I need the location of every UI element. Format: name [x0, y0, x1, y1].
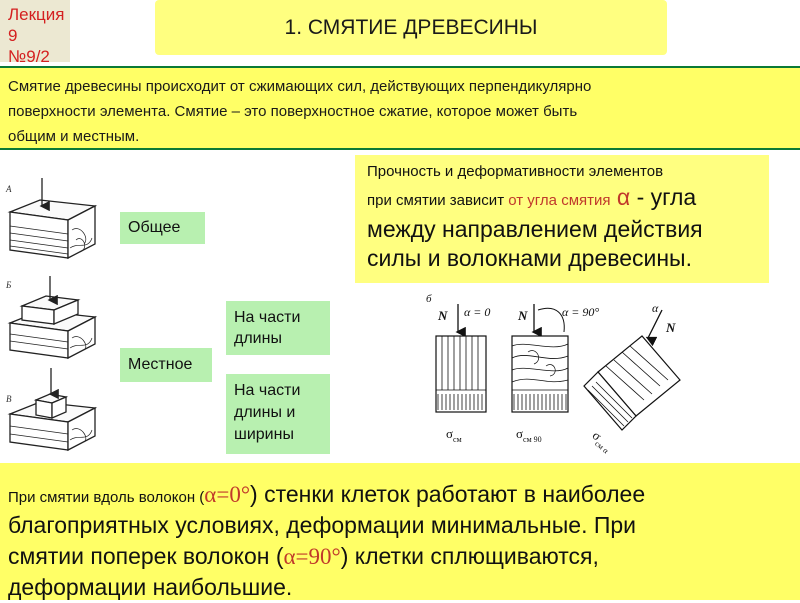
specimen-2 — [512, 336, 568, 412]
sigma-2 — [516, 426, 542, 444]
conclusion-part-1: При смятии вдоль волокон ( — [8, 489, 205, 506]
force-label-2: N — [518, 308, 528, 323]
conclusion-alpha-90: α=90° — [283, 544, 341, 569]
sigma-2-symbol: σ — [516, 426, 524, 441]
sigma-3-symbol: σ — [589, 427, 605, 444]
block-local-length — [10, 296, 95, 358]
strength-line-2-start: при смятии зависит — [367, 192, 509, 209]
sigma-1 — [446, 426, 462, 444]
sigma-1-sub: см — [453, 435, 462, 444]
conclusion-line-1 — [8, 479, 794, 510]
block-local-length-width — [10, 394, 95, 450]
figure-label-a: А — [6, 184, 12, 194]
lecture-tag — [0, 0, 70, 62]
strength-line-2-end: - угла — [630, 184, 697, 210]
lecture-word: Лекция — [8, 5, 65, 24]
sigma-3 — [588, 428, 617, 456]
conclusion-line-4: деформации наибольшие. — [8, 574, 293, 600]
lecture-number: 9 — [8, 26, 18, 45]
intro-line-3: общим и местным. — [8, 128, 140, 145]
intro-line-1: Смятие древесины происходит от сжимающих сил, действующих перпендикулярно — [8, 78, 592, 95]
label-general-text: Общее — [128, 219, 181, 236]
specimen-1 — [436, 336, 486, 412]
label-part-lw-line-3: ширины — [234, 426, 294, 443]
block-general — [10, 200, 95, 258]
strength-alpha: α — [610, 184, 631, 210]
grain-angle-figure — [416, 286, 700, 458]
strength-line-2 — [367, 183, 759, 215]
strength-note — [355, 155, 769, 283]
figure-label-b: Б — [6, 280, 12, 290]
angle-arc-2 — [538, 308, 564, 332]
crushing-types-figure — [0, 178, 112, 452]
strength-line-1: Прочность и деформативности элементов — [367, 163, 664, 180]
sigma-3-sub: см α — [593, 438, 611, 456]
specimen-3 — [584, 336, 680, 430]
strength-angle-term: от угла смятия — [508, 192, 611, 209]
conclusion-line-2: благоприятных условиях, деформации минимальные. При — [8, 512, 637, 538]
lecture-code: №9/2 — [8, 47, 50, 62]
conclusion-part-3: смятии поперек волокон ( — [8, 543, 284, 569]
label-local-text: Местное — [128, 356, 193, 373]
angle-label-2: α = 90° — [562, 305, 600, 319]
label-part-length-width — [226, 374, 330, 454]
angle-label-3: α — [652, 301, 659, 315]
sigma-2-sub: см 90 — [523, 435, 542, 444]
conclusion-part-2: ) стенки клеток работают в наиболее — [250, 481, 646, 507]
label-part-length-line-2: длины — [234, 330, 282, 347]
label-part-length — [226, 301, 330, 355]
intro-line-2: поверхности элемента. Смятие – это поверхностное сжатие, которое может быть — [8, 103, 578, 120]
slide-title-text: 1. СМЯТИЕ ДРЕВЕСИНЫ — [284, 15, 538, 39]
strength-line-4: силы и волокнами древесины. — [367, 245, 692, 271]
conclusion-part-4: ) клетки сплющиваются, — [340, 543, 599, 569]
label-general — [120, 212, 205, 244]
conclusion-alpha-0: α=0° — [204, 482, 251, 507]
conclusion-line-3 — [8, 541, 794, 572]
figure-label-c: В — [6, 394, 12, 404]
label-part-length-line-1: На части — [234, 309, 301, 326]
force-label-1: N — [438, 308, 448, 323]
intro-block — [0, 66, 800, 150]
slide-title — [155, 0, 667, 55]
label-part-lw-line-2: длины и — [234, 404, 296, 421]
label-part-lw-line-1: На части — [234, 382, 301, 399]
conclusion-block — [0, 463, 800, 600]
label-local — [120, 348, 212, 382]
force-label-3: N — [666, 320, 676, 335]
angle-label-1: α = 0 — [464, 305, 491, 319]
sigma-1-symbol: σ — [446, 426, 454, 441]
panel-label: б — [426, 293, 432, 305]
strength-line-3: между направлением действия — [367, 216, 703, 242]
